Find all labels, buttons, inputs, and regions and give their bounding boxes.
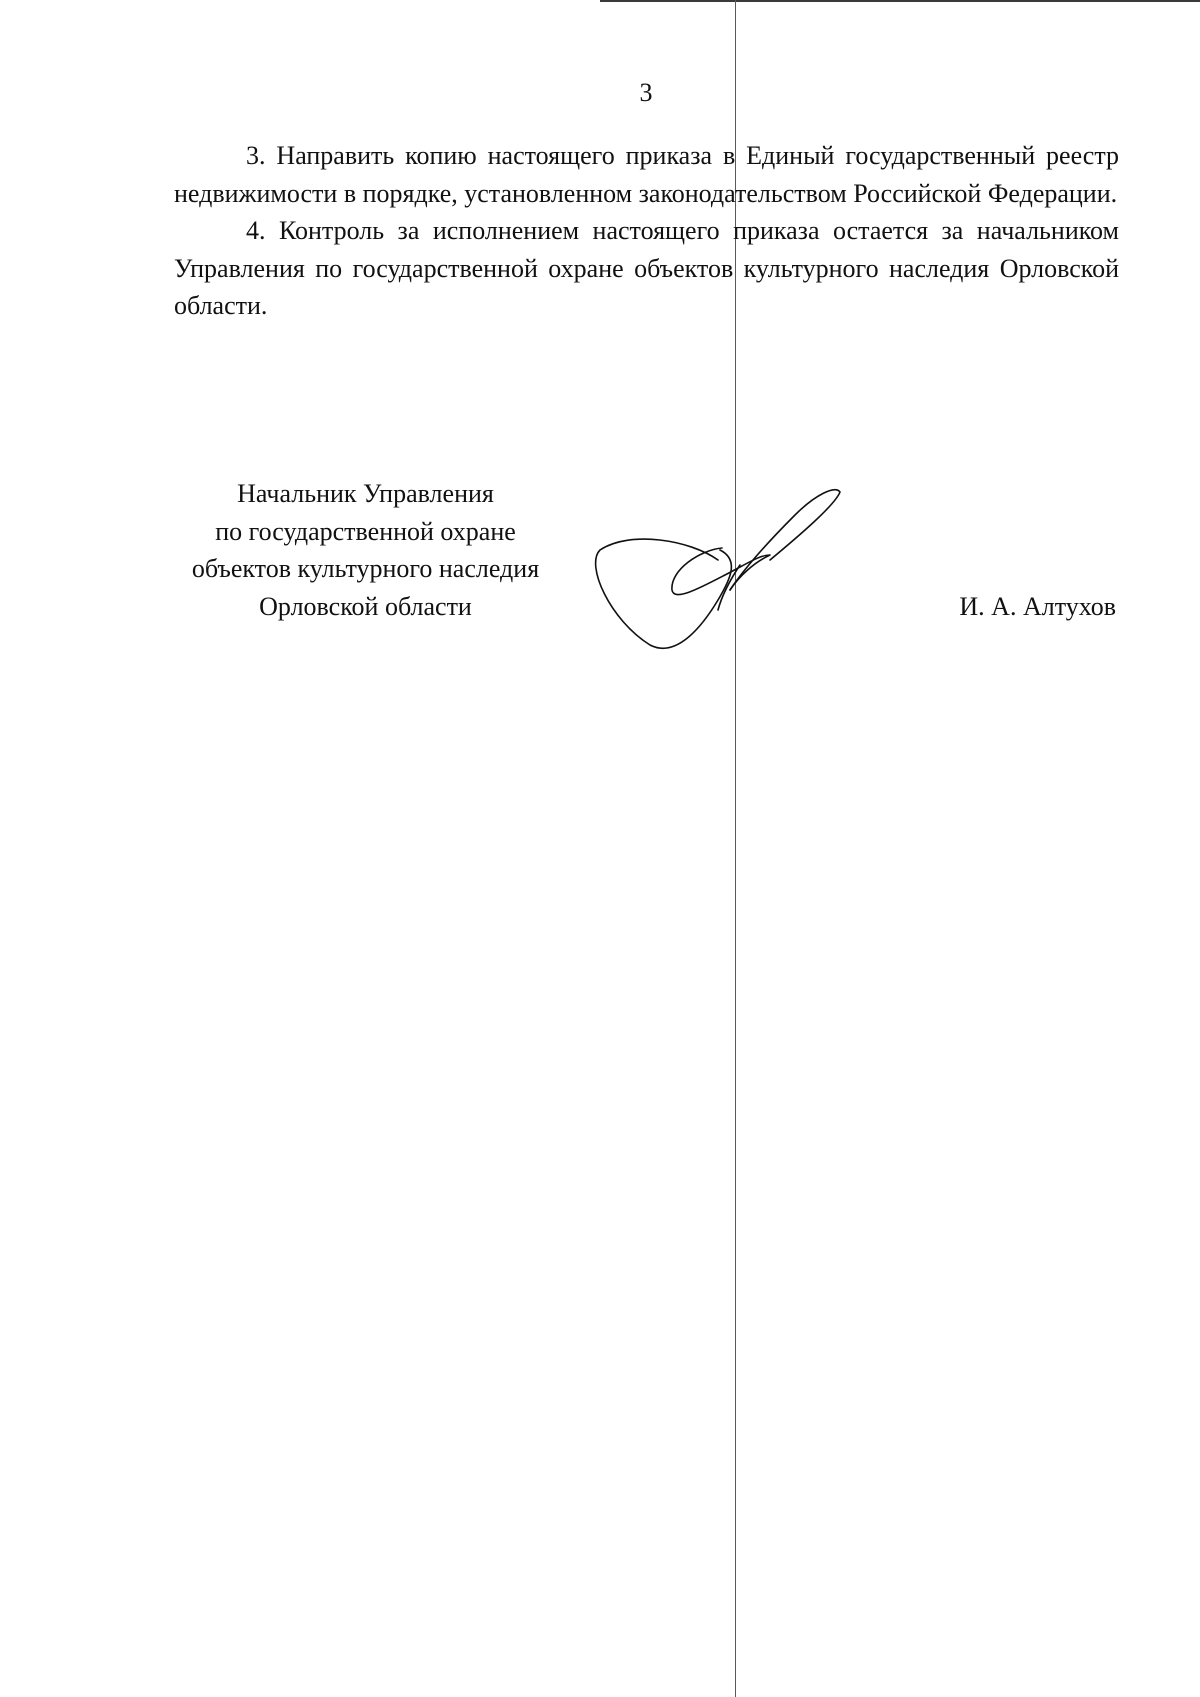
signer-name: И. А. Алтухов bbox=[959, 592, 1116, 621]
handwritten-signature bbox=[590, 480, 850, 655]
scan-artifact-top-line bbox=[600, 0, 1200, 2]
position-line: Орловской области bbox=[259, 591, 472, 621]
position-line: по государственной охране bbox=[215, 516, 516, 546]
position-line: объектов культурного наследия bbox=[191, 554, 540, 583]
paragraph-4: 4. Контроль за исполнением настоящего приказа остается за начальником Управления по государственной охране объектов культурного наследия Орловской области. bbox=[174, 216, 1119, 320]
signatory-position bbox=[168, 475, 563, 625]
paragraph-3: 3. Направить копию настоящего приказа в Единый государственный реестр недвижимости в порядке, установленном законодательством Российской Федерации. bbox=[174, 141, 1119, 208]
page-number: 3 bbox=[639, 78, 653, 107]
position-line: Начальник Управления bbox=[237, 479, 494, 508]
document-body bbox=[174, 137, 1119, 325]
